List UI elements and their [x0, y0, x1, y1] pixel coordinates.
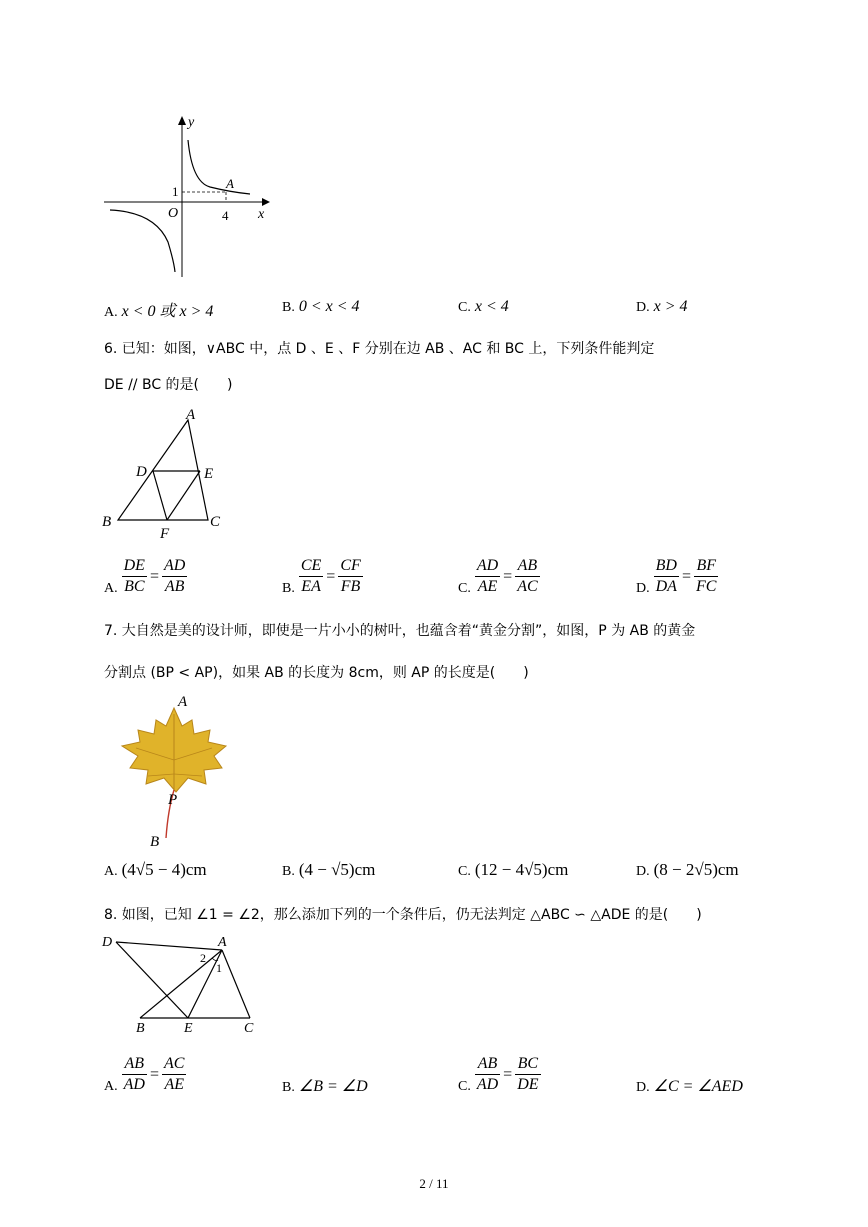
- q7-option-c[interactable]: C. (12 − 4√5)cm: [458, 860, 569, 879]
- leaf-label-b: B: [150, 834, 160, 850]
- q5-option-c[interactable]: C. x < 4: [458, 298, 509, 315]
- angle-1-label: 1: [216, 961, 222, 975]
- y-axis-label: y: [188, 115, 195, 130]
- q7-stem-line2: 分割点 (BP < AP)，如果 AB 的长度为 8cm，则 AP 的长度是( ): [104, 665, 529, 681]
- tick-4-label: 4: [222, 208, 229, 223]
- q8-option-a[interactable]: A. $\frac{AB}{AD}$ = $\frac{AC}{AE}$: [104, 1055, 185, 1094]
- q8-triangle-figure: [100, 932, 270, 1034]
- q8-option-b[interactable]: B. ∠B = ∠D: [282, 1078, 368, 1095]
- q5-option-a[interactable]: A. x < 0 或 x > 4: [104, 303, 214, 320]
- q7-stem-line1: 7. 大自然是美的设计师，即使是一片小小的树叶，也蕴含着“黄金分割”，如图，P 为 AB 的黄金: [104, 623, 696, 639]
- vertex-d: D: [102, 935, 113, 950]
- vertex-b: B: [102, 514, 112, 530]
- tick-1-label: 1: [172, 184, 179, 199]
- x-axis-label: x: [258, 207, 265, 222]
- vertex-e: E: [184, 1021, 193, 1034]
- vertex-b: B: [136, 1021, 145, 1034]
- q8-stem: 8. 如图，已知 ∠1 = ∠2，那么添加下列的一个条件后，仍无法判定 △ABC ∽ △ADE 的是( ): [104, 907, 702, 923]
- vertex-a: A: [218, 935, 227, 950]
- page-number: 2 / 11: [419, 1176, 449, 1191]
- q7-option-b[interactable]: B. (4 − √5)cm: [282, 860, 376, 879]
- q7-option-d[interactable]: D. (8 − 2√5)cm: [636, 860, 739, 879]
- angle-2-label: 2: [200, 951, 206, 965]
- vertex-d: D: [136, 464, 147, 480]
- vertex-c: C: [210, 514, 221, 530]
- q8-option-d[interactable]: D. ∠C = ∠AED: [636, 1078, 743, 1095]
- vertex-e: E: [204, 466, 214, 482]
- q5-hyperbola-graph: [100, 112, 280, 282]
- point-a-label: A: [226, 176, 234, 191]
- origin-label: O: [168, 206, 179, 221]
- q5-option-b[interactable]: B. 0 < x < 4: [282, 298, 360, 315]
- q6-stem-line1: 6. 已知：如图，∨ABC 中，点 D 、E 、F 分别在边 AB 、AC 和 BC 上，下列条件能判定: [104, 341, 655, 357]
- vertex-c: C: [244, 1021, 254, 1034]
- q6-option-a[interactable]: A. $\frac{DE}{BC}$ = $\frac{AD}{AB}$: [104, 557, 186, 596]
- maple-leaf-figure: [112, 690, 242, 850]
- vertex-f: F: [160, 526, 170, 540]
- q6-stem-line2: DE // BC 的是( ): [104, 377, 233, 393]
- q6-triangle-figure: [100, 408, 230, 540]
- leaf-label-p: P: [168, 792, 178, 808]
- q6-option-d[interactable]: D. $\frac{BD}{DA}$ = $\frac{BF}{FC}$: [636, 557, 717, 596]
- q6-option-c[interactable]: C. $\frac{AD}{AE}$ = $\frac{AB}{AC}$: [458, 557, 538, 596]
- q8-option-c[interactable]: C. $\frac{AB}{AD}$ = $\frac{BC}{DE}$: [458, 1055, 539, 1094]
- vertex-a: A: [186, 408, 196, 423]
- q6-option-b[interactable]: B. $\frac{CE}{EA}$ = $\frac{CF}{FB}$: [282, 557, 361, 596]
- q7-option-a[interactable]: A. (4√5 − 4)cm: [104, 860, 207, 879]
- leaf-label-a: A: [178, 694, 188, 710]
- q5-option-d[interactable]: D. x > 4: [636, 298, 688, 315]
